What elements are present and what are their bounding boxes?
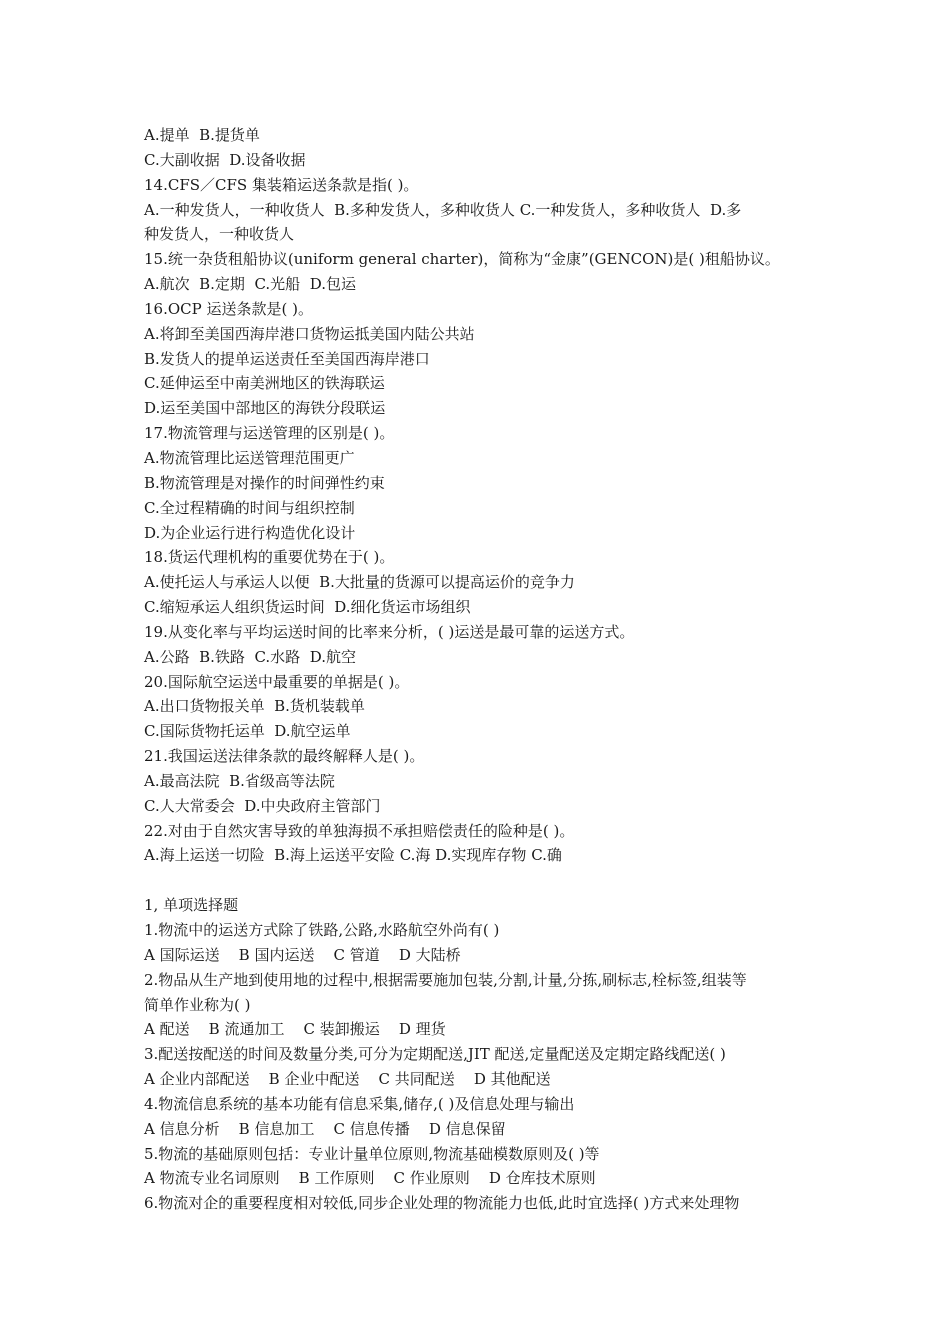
text-line: 种发货人，一种收货人	[144, 225, 295, 244]
text-line: B.发货人的提单运送责任至美国西海岸港口	[144, 349, 430, 368]
question-19: 19.从变化率与平均运送时间的比率来分析，( )运送是最可靠的运送方式。	[144, 622, 635, 641]
question-20: 20.国际航空运送中最重要的单据是( )。	[144, 672, 410, 691]
text-line: D.运至美国中部地区的海铁分段联运	[144, 399, 386, 418]
question-16: 16.OCP 运送条款是( )。	[144, 299, 313, 318]
text-line: C.全过程精确的时间与组织控制	[144, 498, 355, 517]
text-line: C.国际货物托运单 D.航空运单	[144, 722, 351, 741]
question-18: 18.货运代理机构的重要优势在于( )。	[144, 548, 395, 567]
text-line: A 配送 B 流通加工 C 装卸搬运 D 理货	[144, 1020, 446, 1039]
question-14: 14.CFS／CFS 集装箱运送条款是指( )。	[144, 175, 419, 194]
text-line: 简单作业称为( )	[144, 995, 251, 1014]
question-1: 1.物流中的运送方式除了铁路,公路,水路航空外尚有( )	[144, 921, 500, 939]
text-line: A.最高法院 B.省级高等法院	[144, 771, 335, 790]
text-line: A.使托运人与承运人以便 B.大批量的货源可以提高运价的竞争力	[144, 573, 575, 592]
text-line: A 国际运送 B 国内运送 C 管道 D 大陆桥	[144, 945, 461, 964]
question-4: 4.物流信息系统的基本功能有信息采集,储存,( )及信息处理与输出	[144, 1094, 575, 1113]
text-line: D.为企业运行进行构造优化设计	[144, 523, 356, 542]
question-6: 6.物流对企的重要程度相对较低,同步企业处理的物流能力也低,此时宜选择( )方式来处理物	[144, 1194, 740, 1213]
text-line: C.缩短承运人组织货运时间 D.细化货运市场组织	[144, 598, 471, 617]
text-line: A 物流专业名词原则 B 工作原则 C 作业原则 D 仓库技术原则	[144, 1169, 596, 1188]
document-page	[144, 123, 812, 1216]
blank-line	[144, 868, 812, 893]
question-5: 5.物流的基础原则包括：专业计量单位原则,物流基础模数原则及( )等	[144, 1144, 600, 1163]
text-line: B.物流管理是对操作的时间弹性约束	[144, 473, 385, 492]
text-line: A.出口货物报关单 B.货机装载单	[144, 697, 365, 716]
text-line: A.将卸至美国西海岸港口货物运抵美国内陆公共站	[144, 324, 475, 343]
text-line: A 企业内部配送 B 企业中配送 C 共同配送 D 其他配送	[144, 1070, 551, 1089]
text-line: C.大副收据 D.设备收据	[144, 150, 306, 169]
question-15: 15.统一杂货租船协议(uniform general charter)，简称为“金康”(GENCON)是( )租船协议。	[144, 250, 780, 269]
question-22: 22.对由于自然灾害导致的单独海损不承担赔偿责任的险种是( )。	[144, 821, 575, 840]
text-line: C.延伸运至中南美洲地区的铁海联运	[144, 374, 385, 393]
text-line: C.人大常委会 D.中央政府主管部门	[144, 796, 381, 815]
question-17: 17.物流管理与运送管理的区别是( )。	[144, 424, 395, 443]
text-line: A.公路 B.铁路 C.水路 D.航空	[144, 647, 356, 666]
question-3: 3.配送按配送的时间及数量分类,可分为定期配送,JIT 配送,定量配送及定期定路线配送( )	[144, 1045, 726, 1064]
text-line: A.物流管理比运送管理范围更广	[144, 448, 355, 467]
text-line: A.海上运送一切险 B.海上运送平安险 C.海 D.实现库存物 C.确	[144, 846, 562, 865]
question-21: 21.我国运送法律条款的最终解释人是( )。	[144, 747, 425, 766]
text-line: A 信息分析 B 信息加工 C 信息传播 D 信息保留	[144, 1119, 506, 1138]
section-heading: 1, 单项选择题	[144, 896, 239, 915]
text-line: A.航次 B.定期 C.光船 D.包运	[144, 275, 356, 294]
question-2: 2.物品从生产地到使用地的过程中,根据需要施加包装,分割,计量,分拣,刷标志,栓标签,组装等	[144, 970, 747, 989]
text-line: A.一种发货人，一种收货人 B.多种发货人，多种收货人 C.一种发货人，多种收货人 D.多	[144, 200, 742, 219]
text-line: A.提单 B.提货单	[144, 126, 260, 144]
